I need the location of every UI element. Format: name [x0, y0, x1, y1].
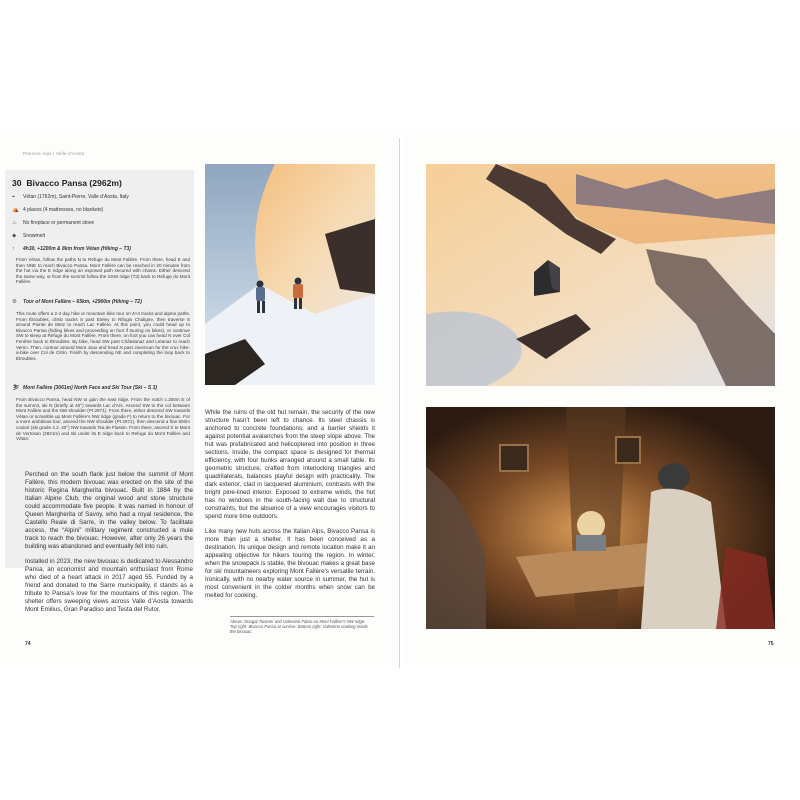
right-page — [402, 130, 800, 665]
climbers-ridge-illustration — [205, 164, 375, 385]
info-text: Snowmelt — [23, 233, 45, 239]
water-drop-icon: ◆ — [12, 233, 17, 239]
info-text: No fireplace or permanent stove — [23, 220, 95, 226]
photo-bivouac-interior — [426, 407, 775, 629]
ski-icon: ⛷ — [12, 385, 19, 391]
bicycle-icon: ⚙ — [12, 299, 17, 305]
info-text: Vétan (1762m), Saint-Pierre, Valle d’Aosta, Italy — [23, 194, 129, 200]
route1-description: From Vétan, follow the paths N to Refuge du Mont Fallère. From there, head E and then NNE to reach Bivacco Pansa. Mont Fallère can be reached in 20 minutes from the hut via the E ridge along an exposed path secured with chains. Either descend the same way, or from the summit follow the SSW ridge (T3) back to Refuge du Mont Fallère. — [16, 257, 190, 285]
route2-title: Tour of Mont Fallère – 65km, +2900m (Hiking – T2) — [23, 299, 142, 305]
caption-line: Above: Dougal Tavener and Valentino Fabro on Mont Fallère’s NW ridge. — [230, 619, 366, 624]
info-text: 4h30, +1200m & 8km from Vétan (Hiking – T3) — [23, 246, 131, 252]
caption-line: Top right: Bivacco Pansa at sunrise. Bottom right: Valentino cooking inside the bivouac. — [230, 624, 368, 635]
hut-name: Bivacco Pansa (2962m) — [26, 178, 122, 188]
bed-icon: ⛺ — [12, 207, 19, 213]
paragraph: Like many new huts across the Italian Alps, Bivacco Pansa is more than just a shelter. It has been conceived as a destination. Its unique design and remote location make it an appealing objective for hikers touring the region. In winter, when the snowpack is stable, the bivouac makes a great base for ski mountaineers exploring Mont Fallère’s versatile terrain. Ironically, with no nearby water source in summer, the hut is most convenient in the colder months when snow can be melted for cooking. — [205, 528, 375, 599]
page-number-right: 75 — [768, 641, 774, 647]
book-spread — [0, 130, 800, 665]
running-head-region: Pennine Alps — [23, 151, 52, 156]
photo-caption — [230, 616, 374, 635]
hut-number: 30 — [12, 178, 22, 188]
location-pin-icon: ⌖ — [12, 194, 16, 200]
route2-description: This route offers a 2-4 day hike or mountain bike tour on 4×4 tracks and alpine paths. From Étroubles, climb tracks S past Eteley to Rifugio Chaligne, then traverse S around Pointe de Metz to reach Lac Fallère. At this point, you could head up to Bivacco Pansa (hiding bikes and proceeding on foot if touring on bikes), or continue SW to sleep at Refuge du Mont Fallère. From there, on foot you can head N over Col Fenêtre back to Étroubles. By bike, head SW past Châtelanaz and Letanaz to reach Verso. Then, contour around Mont Joux and head N past Jovencan for the crux hike-a-bike over Col de Citrin. Finish by descending NE and completing the loop back to Étroubles. — [16, 311, 190, 361]
info-row-heating — [12, 220, 190, 226]
route3-title: Mont Fallère (3061m) North Face and Ski Tour (Ski – S 3) — [23, 385, 158, 391]
running-head-area: Valle d’Aosta — [56, 151, 85, 156]
photo-climbers-ridge — [205, 164, 375, 385]
paragraph: While the ruins of the old hut remain, the security of the new structure hasn’t been left to chance. Its steel chassis is anchored to concrete foundations, and a barrier shields it against potential avalanches from the steep slope above. The hut was prefabricated and helicoptered into position in three sections. Inside, the compact space is designed for thermal efficiency, with four bunks arranged around a small table. Its geometric structure, crafted from interlocking triangles and quadrilaterals, balances playful design with practicality. The dark exterior, clad in lacquered aluminium, contrasts with the bright pine-lined interior. Exposed to extreme winds, the hut has no windows in the south-facing wall due to structural constraints, but the absence of a view encourages visitors to spend more time outdoors. — [205, 409, 375, 520]
left-column-text — [25, 471, 193, 621]
info-row-capacity — [12, 207, 190, 213]
paragraph: Installed in 2023, the new bivouac is dedicated to Alessandro Pansa, an economist and mountain enthusiast from Rome who died of a heart attack in 2017 aged 55. Funded by a friend and donated to the Sarre municipality, it stands as a tribute to Pansa’s love for the mountains of this region. The shelter offers sweeping views across Valle d’Aosta towards Mont Emilius, Gran Paradiso and Testa del Rutor. — [25, 558, 193, 613]
hut-title — [12, 178, 122, 188]
fire-icon: ♨ — [12, 220, 17, 226]
route2-heading — [12, 299, 190, 305]
left-page — [0, 130, 398, 665]
running-head — [23, 151, 85, 156]
info-row-access — [12, 246, 190, 252]
info-text: 4 places (4 mattresses, no blankets) — [23, 207, 104, 213]
photo-hut-sunrise — [426, 164, 775, 386]
bivouac-interior-illustration — [426, 407, 775, 629]
hut-sunrise-illustration — [426, 164, 775, 386]
route3-heading — [12, 385, 190, 391]
middle-column-text — [205, 409, 375, 607]
info-row-location — [12, 194, 190, 200]
paragraph: Perched on the south flank just below the summit of Mont Fallère, this modern bivouac was erected on the site of the historic Regina Margherita bivouac. Built in 1884 by the Italian Alpine Club, the original wood and stone structure could accommodate five people. It was named in honour of Queen Margherita of Savoy, who had a royal residence, the Castello Reale di Sarre, in the valley below. To facilitate access, the “Alpini” military regiment constructed a mule track to reach the bivouac. However, after only 26 years the building was abandoned and eventually fell into ruin. — [25, 471, 193, 550]
info-row-water — [12, 233, 190, 239]
running-head-separator: / — [51, 151, 57, 156]
page-gutter — [399, 138, 400, 668]
page-number-left: 74 — [25, 641, 31, 647]
route3-description: From Bivacco Pansa, head NW to gain the east ridge. From the notch c.200m E of the summit, ski N (briefly at 40°) towards Lac d’Ars. Ascend SW to the col between Mont Fallère and the NW shoulder (Pt 2971). From there, either descend SW towards Vétan or scramble up Mont Fallère’s NW ridge (grade F) to return to the bivouac. For a more ambitious tour, ascend the NW shoulder (Pt 2971), then descend a fine 500m couloir (ski grade 4.2, 40°) NW towards Tsa de Flassin. From there, ascend S to Mont de Vertosan (2821m) and ski under its E ridge back to Refuge du Mont Fallère and Vétan. — [16, 397, 190, 442]
hiker-icon: ↑ — [12, 246, 15, 252]
